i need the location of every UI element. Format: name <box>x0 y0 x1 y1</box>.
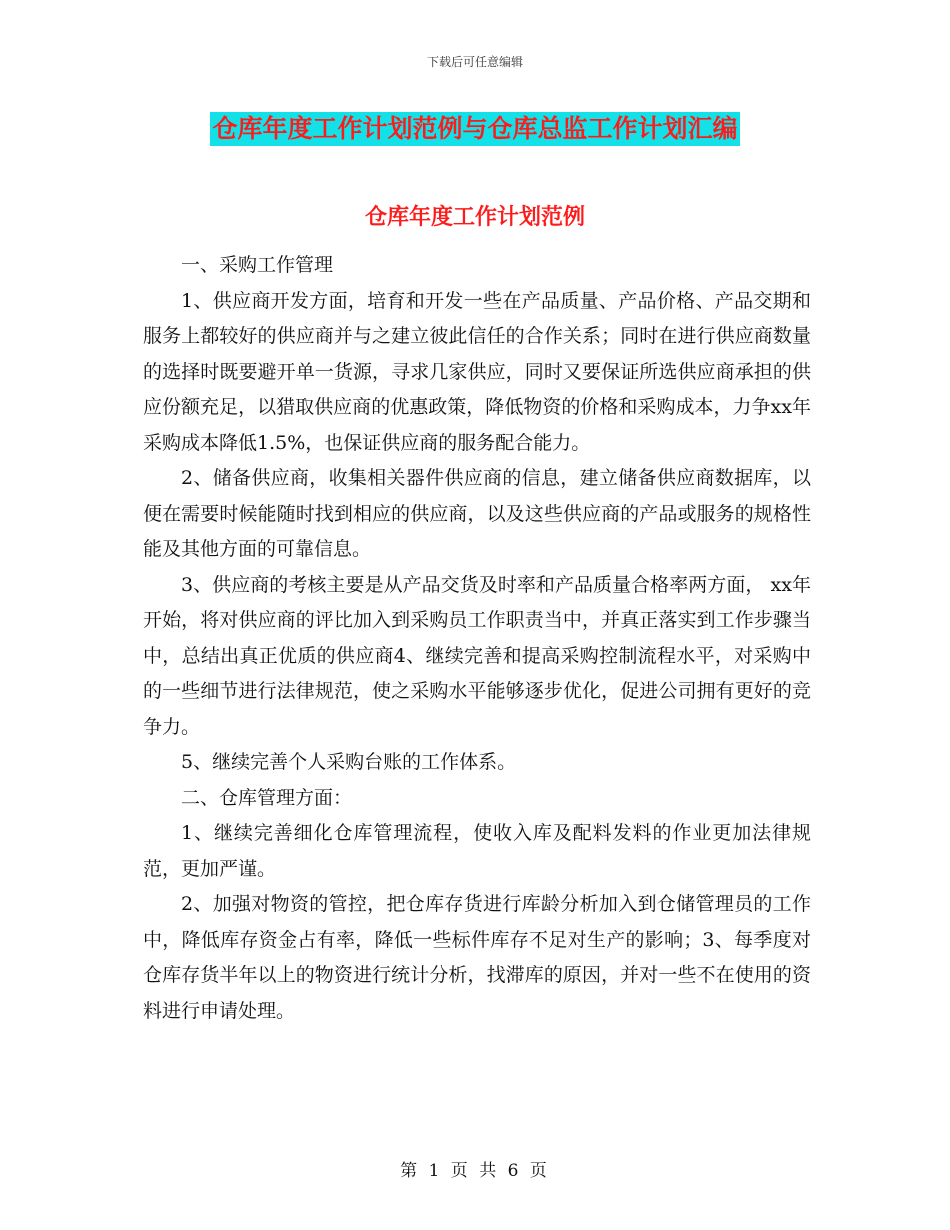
header-note: 下载后可任意编辑 <box>426 55 523 69</box>
paragraph: 1、供应商开发方面，培育和开发一些在产品质量、产品价格、产品交期和服务上都较好的供应商并与之建立彼此信任的合作关系；同时在进行供应商数量的选择时既要避开单一货源，寻求几家供应，同时又要保证所选供应商承担的供应份额充足，以猎取供应商的优惠政策，降低物资的价格和采购成本，力争xx年采购成本降低1.5%，也保证供应商的服务配合能力。 <box>143 289 811 454</box>
main-title: 仓库年度工作计划范例与仓库总监工作计划汇编 <box>210 112 739 146</box>
paragraph: 2、储备供应商，收集相关器件供应商的信息，建立储备供应商数据库，以便在需要时候能随时找到相应的供应商，以及这些供应商的产品或服务的规格性能及其他方面的可靠信息。 <box>143 467 811 560</box>
paragraph-heading-purchasing: 一、采购工作管理 <box>181 254 334 276</box>
document-body <box>143 248 811 1029</box>
paragraph: 1、继续完善细化仓库管理流程，使收入库及配料发料的作业更加法律规范，更加严谨。 <box>143 822 811 880</box>
page-footer: 第 1 页 共 6 页 <box>400 1161 550 1181</box>
paragraph: 5、继续完善个人采购台账的工作体系。 <box>181 751 517 773</box>
section-title: 仓库年度工作计划范例 <box>364 205 585 230</box>
paragraph-heading-warehouse: 二、仓库管理方面： <box>181 786 353 809</box>
paragraph: 2、加强对物资的管控，把仓库存货进行库龄分析加入到仓储管理员的工作中，降低库存资金占有率，降低一些标件库存不足对生产的影响；3、每季度对仓库存货半年以上的物资进行统计分析，找滞库的原因，并对一些不在使用的资料进行申请处理。 <box>143 893 811 1022</box>
paragraph: 3、供应商的考核主要是从产品交货及时率和产品质量合格率两方面， xx年开始，将对供应商的评比加入到采购员工作职责当中，并真正落实到工作步骤当中，总结出真正优质的供应商4、继续完善和提高采购控制流程水平，对采购中的一些细节进行法律规范，使之采购水平能够逐步优化，促进公司拥有更好的竞争力。 <box>143 573 811 738</box>
main-title-wrap <box>0 112 950 146</box>
